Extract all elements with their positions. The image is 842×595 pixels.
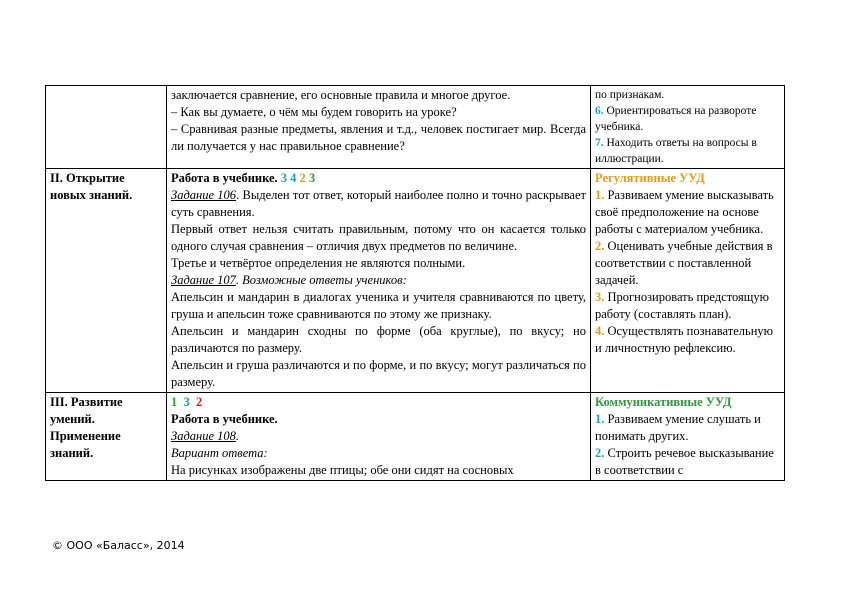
uud-item xyxy=(595,445,780,479)
uud-title: Регулятивные УУД xyxy=(595,171,705,185)
uud-title: Коммуникативные УУД xyxy=(595,395,732,409)
content-cell xyxy=(167,86,591,169)
task-paragraph xyxy=(171,272,586,289)
work-title: Работа в учебнике. xyxy=(171,412,278,426)
uud-text: Развиваем умение слушать и понимать других. xyxy=(595,412,761,443)
uud-text: Находить ответы на вопросы в иллюстрации. xyxy=(595,137,757,165)
uud-item xyxy=(595,238,780,289)
uud-num: 2. xyxy=(595,446,605,460)
task-label: Задание 107 xyxy=(171,273,236,287)
uud-text: Ориентироваться на развороте учебника. xyxy=(595,105,757,133)
stage-cell: II. Открытие новых знаний. xyxy=(46,169,167,393)
table-row xyxy=(46,86,785,169)
text-paragraph: На рисунках изображены две птицы; обе они сидят на сосновых xyxy=(171,463,514,477)
uud-num: 1. xyxy=(595,412,605,426)
mark: 4 xyxy=(290,171,297,185)
marks-line xyxy=(171,394,586,411)
lesson-plan-table-wrapper xyxy=(45,85,785,518)
uud-item xyxy=(595,87,780,103)
mark: 3 xyxy=(308,171,316,185)
content-cell xyxy=(167,393,591,481)
stage-cell: III. Развитие умений. Применение знаний. xyxy=(46,393,167,481)
uud-cell xyxy=(591,86,785,169)
table-row xyxy=(46,393,785,481)
work-heading xyxy=(171,170,586,187)
mark: 2 xyxy=(299,171,306,185)
task-paragraph xyxy=(171,187,586,221)
stage-cell xyxy=(46,86,167,169)
task-label: Задание 108 xyxy=(171,429,236,443)
uud-text: Прогнозировать предстоящую работу (составлять план). xyxy=(595,290,769,321)
uud-num: 6. xyxy=(595,105,604,117)
task-dot: . xyxy=(235,429,240,443)
text-line: – Как вы думаете, о чём мы будем говорить на уроке? xyxy=(171,105,457,119)
table-row xyxy=(46,169,785,393)
uud-item xyxy=(595,411,780,445)
mark: 1 xyxy=(171,395,178,409)
uud-num: 4. xyxy=(595,324,605,338)
uud-cell xyxy=(591,169,785,393)
text-paragraph: Апельсин и груша различаются и по форме, и по вкусу; могут различаться по размеру. xyxy=(171,358,586,389)
uud-text: Осуществлять познавательную и личностную рефлексию. xyxy=(595,324,773,355)
uud-text: Строить речевое высказывание в соответствии с xyxy=(595,446,774,477)
mark: 3 xyxy=(280,171,288,185)
uud-cell xyxy=(591,393,785,481)
uud-num: 7. xyxy=(595,137,604,149)
content-cell xyxy=(167,169,591,393)
text-line: – Сравнивая разные предметы, явления и т.д., человек постигает мир. Всегда ли получается у нас правильное сравнение? xyxy=(171,122,586,153)
text-paragraph: Первый ответ нельзя считать правильным, потому что он касается только одного случая сравнения – отличия двух предметов по величине. xyxy=(171,222,586,253)
task-text: . Возможные ответы учеников: xyxy=(235,273,407,287)
text-paragraph: Апельсин и мандарин в диалогах ученика и учителя сравниваются по цвету, груша и апельсин тоже сравниваются по этому же признаку. xyxy=(171,290,586,321)
task-paragraph xyxy=(171,428,586,445)
task-label: Задание 106 xyxy=(171,188,237,202)
lesson-plan-table xyxy=(45,85,785,481)
uud-text: по признакам. xyxy=(595,89,665,101)
uud-item xyxy=(595,103,780,135)
uud-item xyxy=(595,323,780,357)
uud-item xyxy=(595,135,780,167)
uud-item xyxy=(595,289,780,323)
uud-num: 1. xyxy=(595,188,605,202)
mark: 2 xyxy=(196,395,203,409)
task-text: . Выделен тот ответ, который наиболее полно и точно раскрывает суть сравнения. xyxy=(171,188,586,219)
variant-label: Вариант ответа: xyxy=(171,446,268,460)
uud-text: Развиваем умение высказывать своё предположение на основе работы с материалом учебника. xyxy=(595,188,774,236)
text-paragraph: Апельсин и мандарин сходны по форме (оба круглые), по вкусу; но различаются по размеру. xyxy=(171,324,586,355)
text-line: заключается сравнение, его основные правила и многое другое. xyxy=(171,88,511,102)
uud-item xyxy=(595,187,780,238)
copyright-footer: © ООО «Баласс», 2014 xyxy=(52,539,185,552)
uud-num: 2. xyxy=(595,239,605,253)
text-paragraph: Третье и четвёртое определения не являются полными. xyxy=(171,256,466,270)
uud-text: Оценивать учебные действия в соответствии с поставленной задачей. xyxy=(595,239,773,287)
mark: 3 xyxy=(183,395,190,409)
uud-num: 3. xyxy=(595,290,605,304)
work-title: Работа в учебнике. xyxy=(171,171,281,185)
